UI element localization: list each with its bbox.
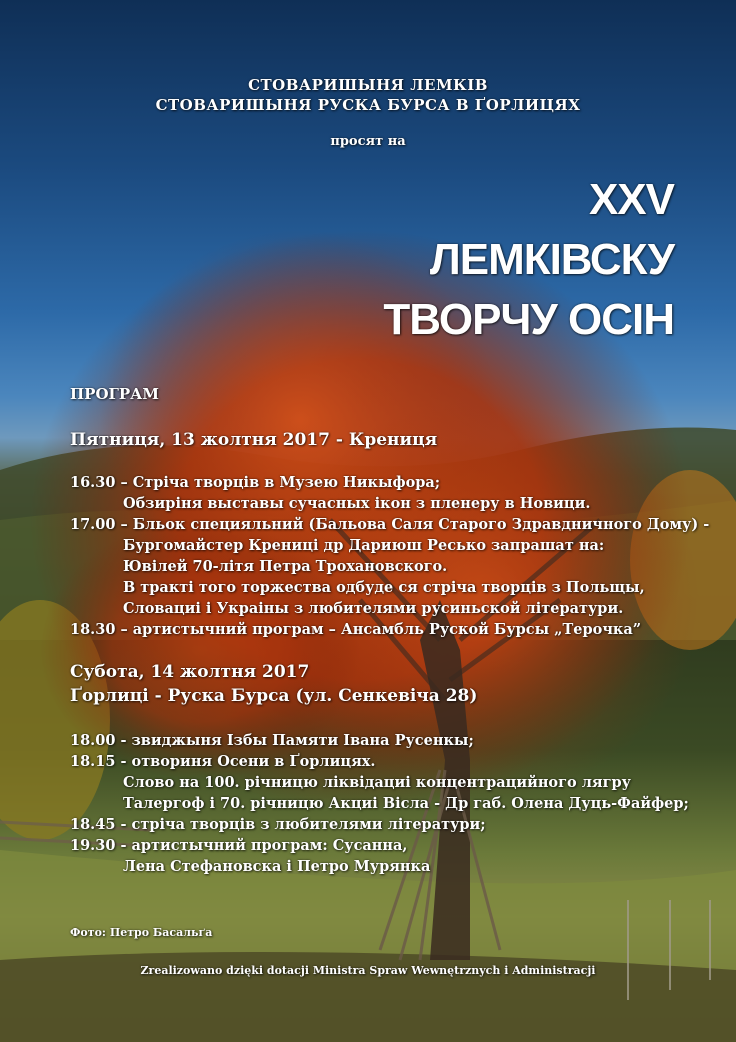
day1-line: 18.30 – артистычний програм – Ансамбль Руской Бурсы „Терочка” — [70, 621, 642, 638]
program-label: ПРОГРАМ — [70, 385, 159, 403]
day2-line: Лена Стефановска і Петро Мурянка — [123, 858, 431, 875]
invitation-text: просят на — [330, 134, 406, 149]
organizer-line-1: СТОВАРИШЫНЯ ЛЕМКІВ — [248, 76, 488, 94]
day1-line: 16.30 – Стріча творців в Музею Никыфора; — [70, 474, 441, 491]
day1-heading: Пятниця, 13 жолтня 2017 - Крениця — [70, 430, 438, 450]
title-line-3: ТВОРЧУ ОСІН — [383, 295, 674, 344]
day2-heading: Субота, 14 жолтня 2017 — [70, 662, 310, 682]
day2-line: 18.15 - отвориня Осени в Ґорлицях. — [70, 753, 376, 770]
day1-line: 17.00 – Бльок специяльний (Бальова Саля Старого Здравдничного Дому) - — [70, 516, 710, 533]
day2-line: 19.30 - артистычний програм: Сусанна, — [70, 837, 408, 854]
day1-line: В тракті того торжества одбуде ся стріча творців з Польщы, — [123, 579, 645, 596]
day1-line: Бургомайстер Крениці др Дариюш Ресько запрашат на: — [123, 537, 605, 554]
photo-credit: Фото: Петро Басальґа — [70, 926, 213, 939]
day2-line: 18.45 - стріча творців з любителями літератури; — [70, 816, 486, 833]
day1-line: Обзиріня выставы сучасных ікон з пленеру в Новици. — [123, 495, 591, 512]
day2-line: Слово на 100. річницю лiквiдациі концентрацийного лягру — [123, 774, 631, 791]
day1-line: Словациі і Украіны з любителями русиньской літератури. — [123, 600, 624, 617]
organizer-line-2: СТОВАРИШЫНЯ РУСКА БУРСА В ҐОРЛИЦЯХ — [155, 96, 581, 114]
funding-note: Zrealizowano dzięki dotacji Ministra Spraw Wewnętrznych i Administracji — [140, 964, 596, 977]
title-line-2: ЛЕМКІВСКУ — [429, 235, 674, 284]
day2-place: Ґорлиці - Руска Бурса (ул. Сенкевіча 28) — [70, 686, 478, 706]
day2-line: 18.00 - звиджыня Ізбы Памяти Івана Русенкы; — [70, 732, 474, 749]
day2-line: Талергоф і 70. річницю Акциі Віcла - Др габ. Олена Дуць-Файфер; — [123, 795, 689, 812]
day1-line: Ювілей 70-літя Петра Трохановского. — [123, 558, 448, 575]
title-line-1: XXV — [588, 175, 674, 224]
